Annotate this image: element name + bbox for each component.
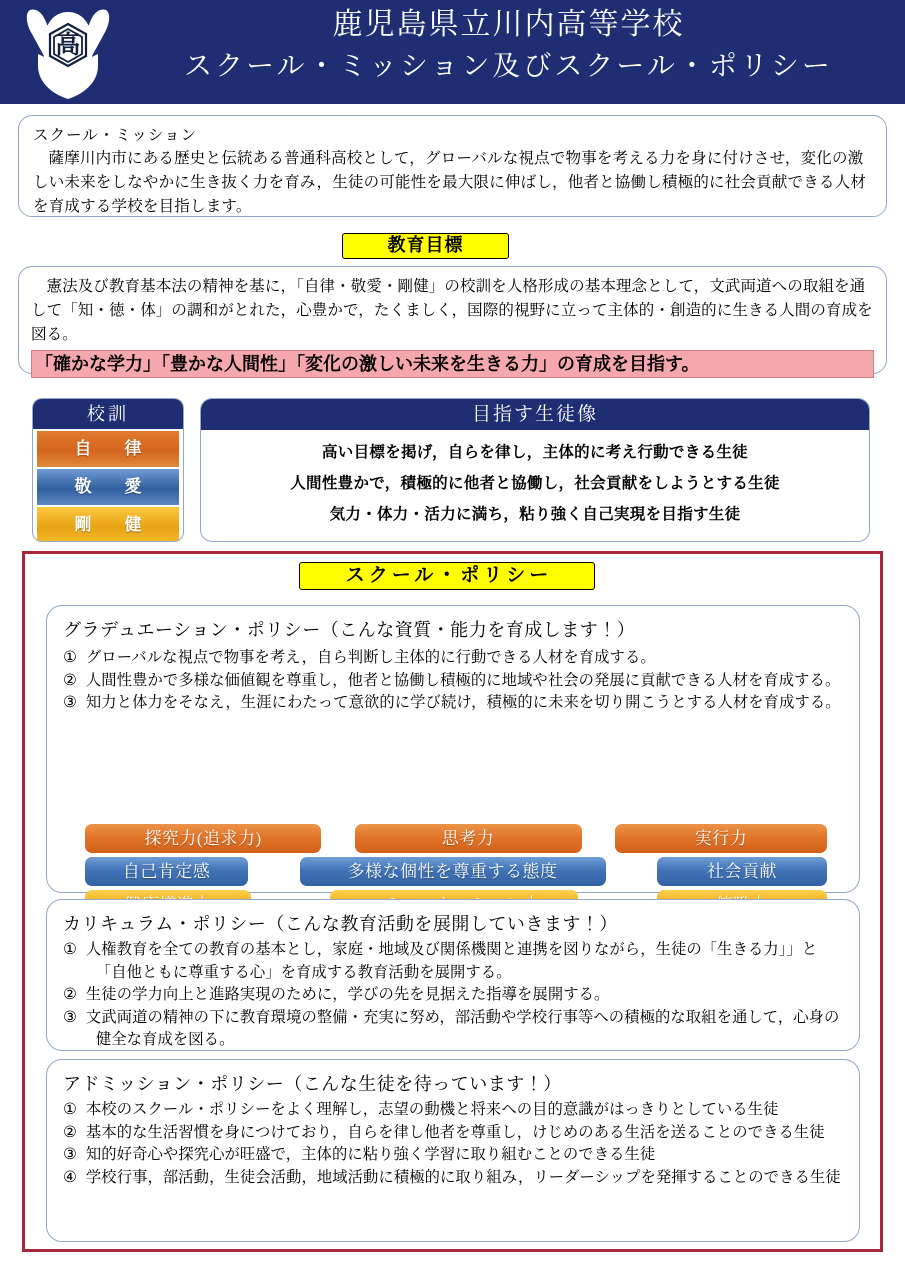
list-item (63, 1007, 845, 1052)
education-goal-body: 憲法及び教育基本法の精神を基に，「自律・敬愛・剛健」の校訓を人格形成の基本理念として，文武両道への取組を通して「知・徳・体」の調和がとれた，心豊かで，たくましく，国際的視野に立って主体的・創造的に生きる人間の育成を図る。 (31, 278, 873, 343)
motto-item-jiritsu: 自 律 (37, 431, 179, 467)
list-item (63, 647, 845, 670)
item-text: 基本的な生活習慣を身につけており，自らを律し他者を尊重し，けじめのある生活を送ることのできる生徒 (85, 1123, 825, 1141)
badge-self-affirmation: 自己肯定感 (85, 857, 248, 886)
school-mission-title: スクール・ミッション (33, 127, 198, 144)
item-number: ② (63, 986, 86, 1003)
school-emblem-icon (14, 4, 122, 100)
badge-inquiry: 探究力(追求力) (85, 824, 321, 853)
school-mission-panel (18, 115, 887, 217)
item-text: 知力と体力をそなえ，生涯にわたって意欲的に学び続け，積極的に未来を切り開こうとする人材を育成する。 (85, 694, 841, 711)
list-item (63, 939, 845, 984)
item-number: ② (63, 671, 86, 689)
item-number: ② (63, 1123, 86, 1141)
badge-execution: 実行力 (615, 824, 827, 853)
item-text: 人間性豊かで多様な価値観を尊重し，他者と協働し積極的に地域や社会の発展に貢献できる人材を育成する。 (85, 671, 841, 689)
list-item (63, 1144, 845, 1167)
item-text: 人権教育を全ての教育の基本とし，家庭・地域及び関係機関と連携を図りながら，生徒の「生きる力」」と「自他ともに尊重する心」を育成する教育活動を展開する。 (85, 941, 818, 981)
item-number: ① (63, 941, 86, 958)
motto-item-gouken: 剛 健 (37, 507, 179, 542)
list-item (63, 984, 845, 1007)
school-policy-label: スクール・ポリシー (299, 562, 595, 590)
graduation-policy-panel (46, 605, 860, 893)
admission-policy-heading: アドミッション・ポリシー（こんな生徒を待っています！） (63, 1074, 562, 1094)
list-item: 人間性豊かで，積極的に他者と協働し，社会貢献をしようとする生徒 (290, 475, 780, 492)
item-number: ③ (63, 1008, 86, 1026)
item-text: グローバルな視点で物事を考え，自ら判断し主体的に行動できる人材を育成する。 (85, 649, 656, 666)
list-item (63, 1122, 845, 1145)
curriculum-policy-heading: カリキュラム・ポリシー（こんな教育活動を展開していきます！） (63, 914, 618, 934)
item-number: ③ (63, 1146, 86, 1163)
item-text: 知的好奇心や探究心が旺盛で，主体的に粘り強く学習に取り組むことのできる生徒 (85, 1146, 656, 1163)
item-text: 本校のスクール・ポリシーをよく理解し，志望の動機と将来への目的意識がはっきりとしている生徒 (85, 1101, 779, 1118)
header-title-group (120, 4, 897, 88)
education-goal-highlight: 「確かな学力」「豊かな人間性」「変化の激しい未来を生きる力」の育成を目指す。 (31, 350, 874, 378)
list-item (63, 692, 845, 715)
page-title: 鹿児島県立川内高等学校 (332, 8, 685, 41)
page-header (0, 0, 905, 104)
item-number: ① (63, 1101, 86, 1118)
list-item (63, 670, 845, 693)
school-mission-body: 薩摩川内市にある歴史と伝統ある普通科高校として，グローバルな視点で物事を考える力を身に付けさせ，変化の激しい未来をしなやかに生き抜く力を育み，生徒の可能性を最大限に伸ばし，他者と協働し積極的に社会貢献できる人材を育成する学校を目指します。 (33, 150, 867, 215)
graduation-policy-heading: グラデュエーション・ポリシー（こんな資質・能力を育成します！） (63, 620, 636, 640)
emblem-character: 高 (55, 30, 81, 59)
item-number: ③ (63, 694, 86, 711)
list-item: 高い目標を掲げ，自らを律し，主体的に考え行動できる生徒 (322, 444, 748, 461)
list-item (63, 1099, 845, 1122)
target-student-heading: 目指す生徒像 (201, 399, 869, 430)
list-item: 気力・体力・活力に満ち，粘り強く自己実現を目指す生徒 (329, 506, 741, 523)
education-goal-panel (18, 266, 887, 374)
list-item (63, 1167, 845, 1190)
item-text: 生徒の学力向上と進路実現のために，学びの先を見据えた指導を展開する。 (85, 986, 610, 1003)
education-goal-label: 教育目標 (342, 233, 509, 259)
badge-row (85, 857, 827, 886)
school-motto-panel (32, 398, 184, 542)
page-subtitle: スクール・ミッション及びスクール・ポリシー (184, 51, 833, 82)
curriculum-policy-panel (46, 899, 860, 1051)
item-text: 文武両道の精神の下に教育環境の整備・充実に努め，部活動や学校行事等への積極的な取組を通して，心身の健全な育成を図る。 (85, 1008, 840, 1048)
motto-item-keiai: 敬 愛 (37, 469, 179, 505)
target-student-list (201, 430, 869, 530)
badge-row (85, 824, 827, 853)
item-number: ① (63, 649, 86, 666)
badge-thinking: 思考力 (355, 824, 582, 853)
school-motto-heading: 校訓 (33, 399, 183, 429)
badge-social-contribution: 社会貢献 (657, 857, 827, 886)
admission-policy-panel (46, 1059, 860, 1242)
badge-respect-diversity: 多様な個性を尊重する態度 (300, 857, 606, 886)
item-number: ④ (63, 1168, 86, 1186)
target-student-panel (200, 398, 870, 542)
item-text: 学校行事，部活動，生徒会活動，地域活動に積極的に取り組み，リーダーシップを発揮することのできる生徒 (85, 1168, 841, 1186)
school-policy-container (22, 551, 883, 1252)
